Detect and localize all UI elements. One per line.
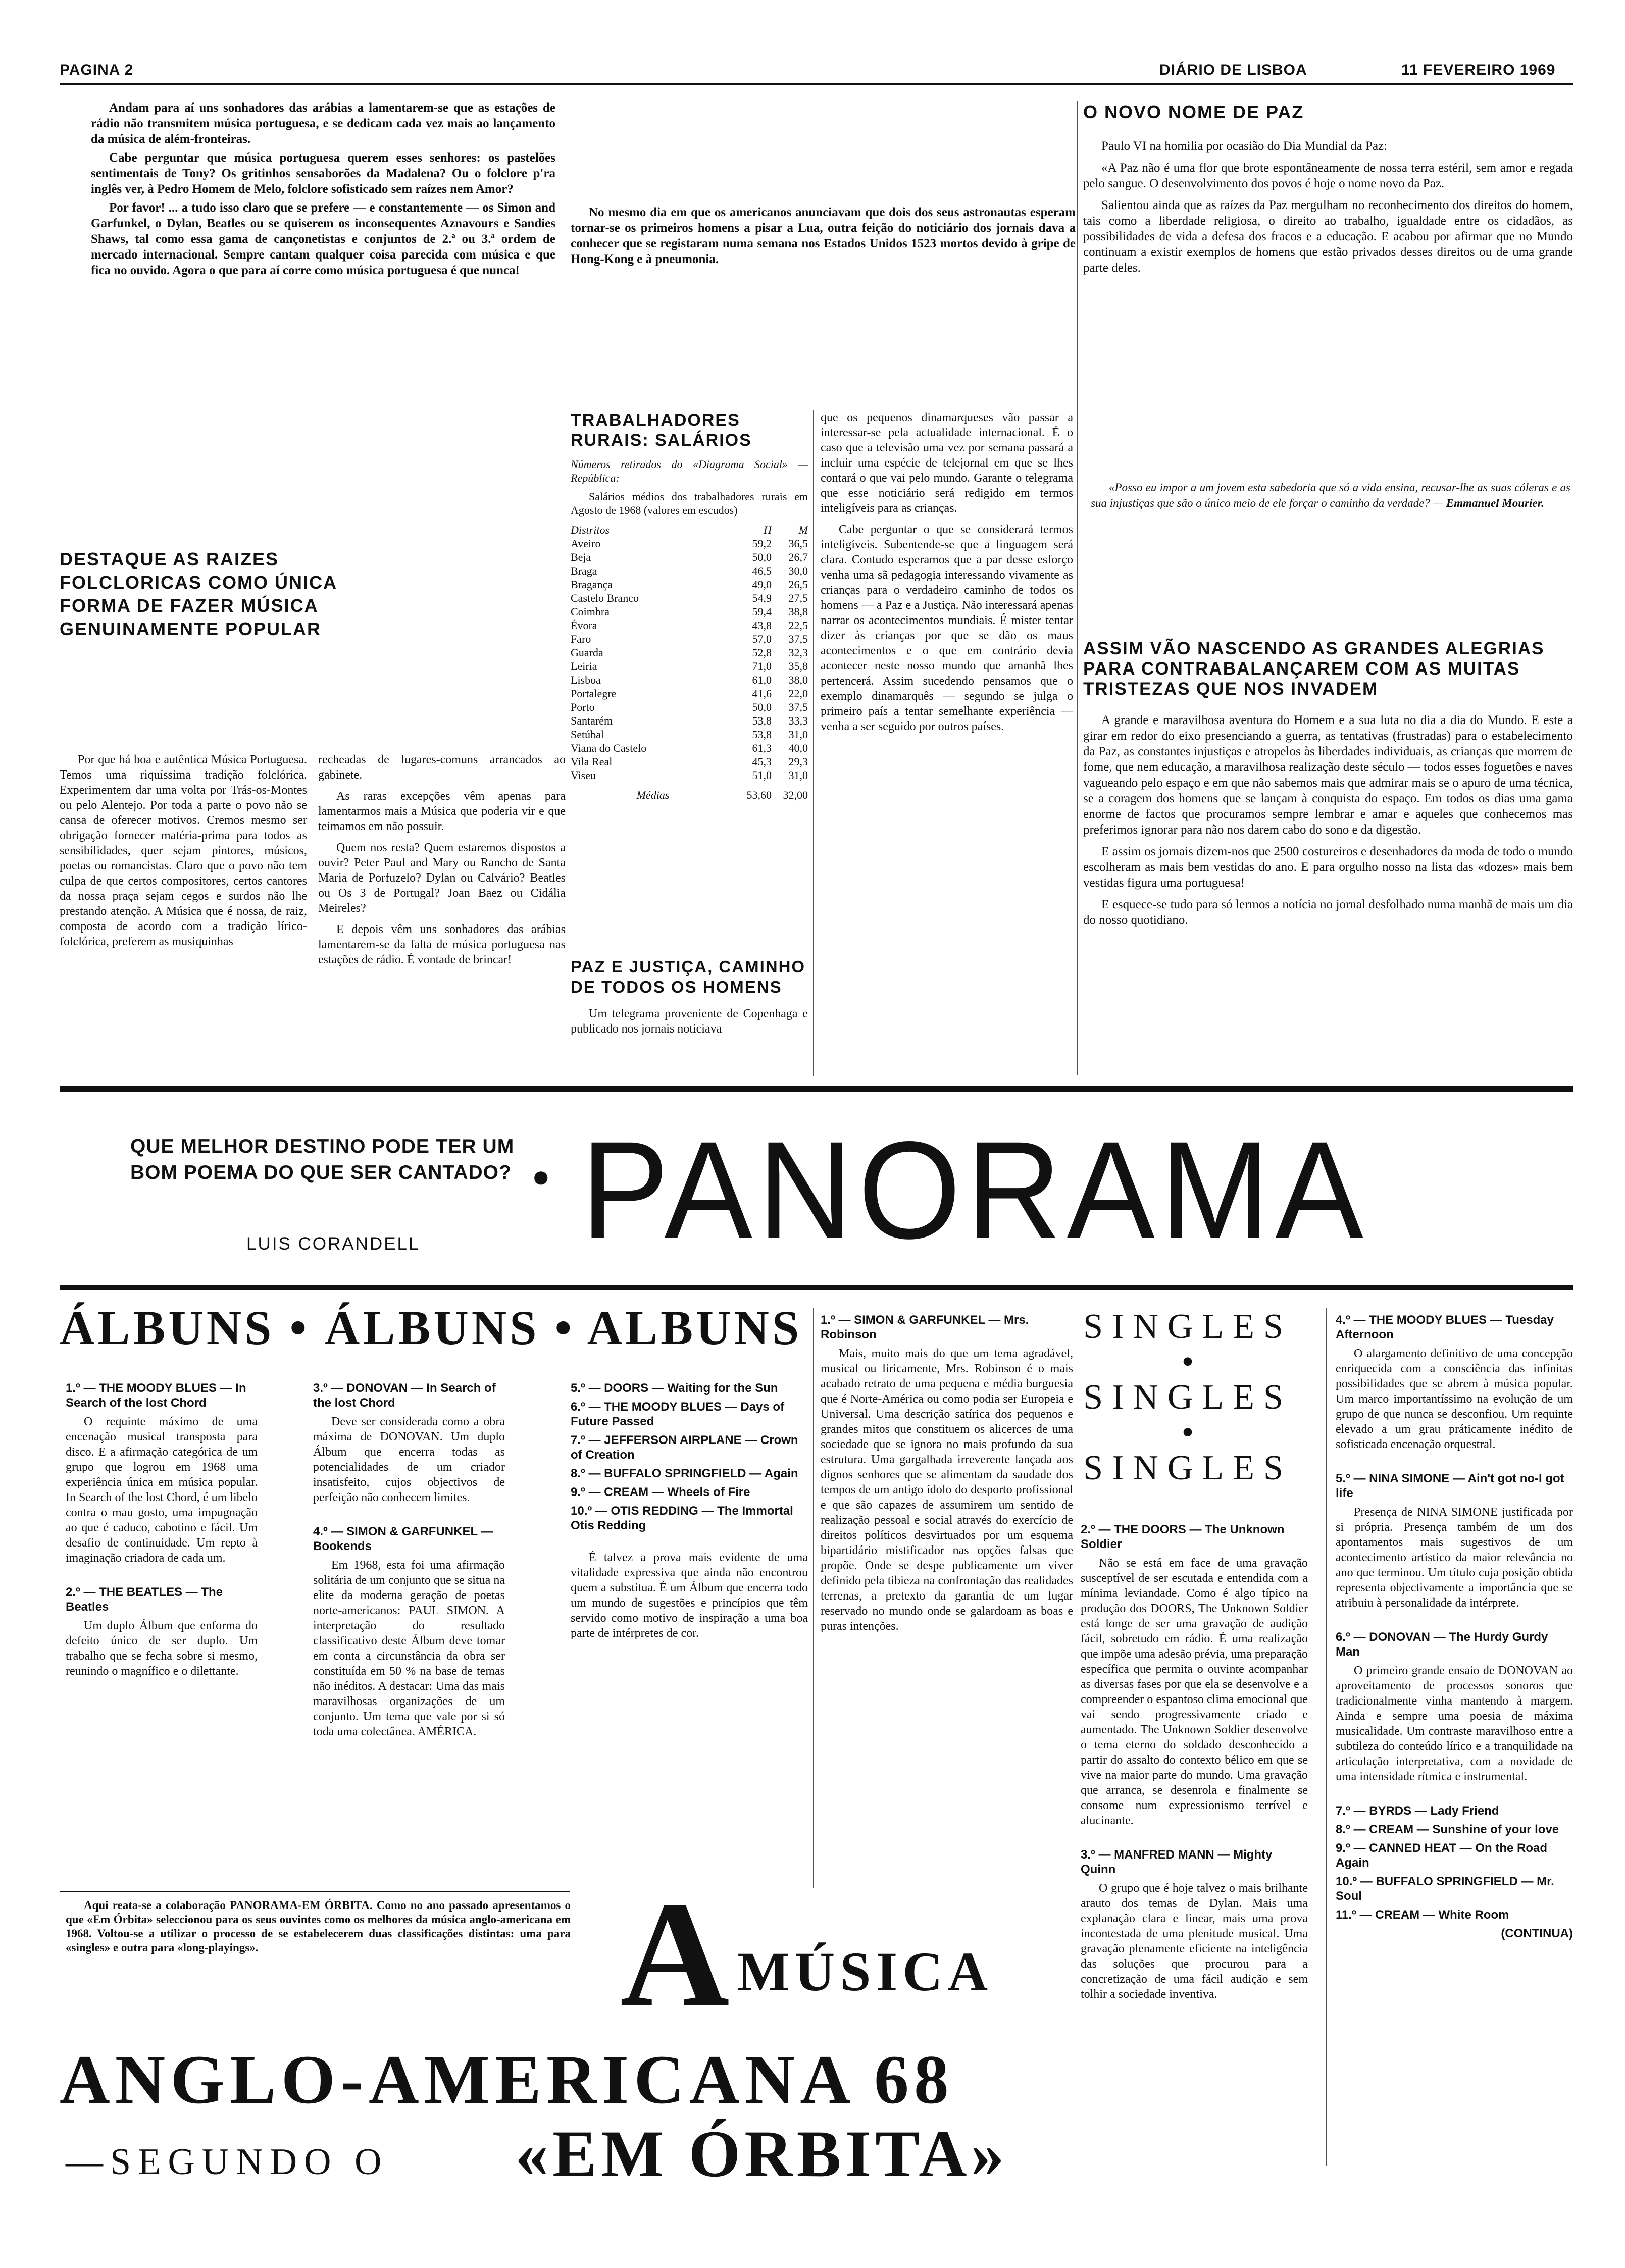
cell: 38,0 [788,674,808,686]
album-title: 7.º — JEFFERSON AIRPLANE — Crown of Creation [571,1433,798,1462]
cell: 61,3 [752,742,772,754]
cell: 49,0 [752,578,772,591]
cell: Beja [571,551,591,563]
albums-col-1 [66,1381,258,1685]
lead-column [91,100,555,281]
destaque-paragraph: recheadas de lugares-comuns arrancados ao gabinete. [318,753,566,782]
destaque-col-b [318,752,566,973]
panorama-top-rule [60,1086,1573,1092]
cell: 50,0 [752,551,772,563]
album-text: Um duplo Álbum que enforma do defeito único de ser duplo. Um trabalho que se fecha sobre si mesmo, reunindo o magnífico e o dilettante. [66,1619,258,1678]
cell: Portalegre [571,687,617,700]
cell: Braga [571,564,597,577]
destaque-title: DESTAQUE AS RAIZES FOLCLORICAS COMO ÚNICA FORMA DE FAZER MÚSICA GENUINAMENTE POPULAR [60,549,337,639]
album-title: 3.º — DONOVAN — In Search of the lost Chord [313,1381,496,1410]
cell: 54,9 [752,592,772,604]
mourier-author: Emmanuel Mourier. [1446,497,1545,509]
cell: 52,8 [752,646,772,659]
single-title: 8.º — CREAM — Sunshine of your love [1336,1823,1559,1836]
table-row [571,768,808,782]
cell: 37,5 [788,633,808,645]
cell: 29,3 [788,755,808,768]
single-text: O grupo que é hoje talvez o mais brilhante arauto dos temas de Dylan. Mais uma explanação clara e linear, mais uma prova incontestada de uma plenitude musical. Uma gravação plenamente eficiente na inteligência das soluções que procurou para a concretização de uma fácil audição e sem tolhir a sociedade inventiva. [1081,1882,1308,2001]
albums-col-3 [571,1381,808,1647]
cell: 31,0 [788,728,808,741]
singles-col-3 [1336,1313,1573,1945]
table-row [571,741,808,755]
table-header-row [571,523,808,537]
cell: 41,6 [752,687,772,700]
singles-col-2 [1081,1522,1308,2008]
cell: Vila Real [571,755,613,768]
panorama-bullet: • [531,1147,551,1209]
big-segundo: —SEGUNDO O [66,2141,389,2183]
astronauts-text: No mesmo dia em que os americanos anunciavam que dois dos seus astronautas esperam tornar-se os primeiros homens a pisar a Lua, outra feição do noticiário dos jornais dava a conhecer que se registaram numa semana nos Estados Unidos 1523 mortos devido à gripe de Hong-Kong e à pneumonia. [571,205,1076,266]
single-text: O primeiro grande ensaio de DONOVAN ao aproveitamento de processos sonoros que tradicionalmente vinha mantendo à margem. Ainda e sempre uma poesia de máxima musicalidade. Um contraste maravilhoso entre a subtileza do conteúdo lírico e a tranquilidade na articulação interpretativa, com a novidade de uma intensidade rítmica e instrumental. [1336,1664,1573,1783]
cell: 22,5 [788,619,808,632]
cell: 46,5 [752,564,772,577]
single-text: Não se está em face de uma gravação susceptível de ser escutada e entendida com a mínima leviandade. Como é algo típico na produção dos DOORS, The Unknown Soldier está longe de ser uma gravação de audição fácil, sobretudo em rádio. É uma realização que impõe uma adesão prévia, uma preparação específica que permita o ouvinte acompanhar as diversas fases por que ela se desenvolve e a compreender o espantoso clima emocional que vai sendo progressivamente criado e aumentado. The Unknown Soldier desenvolve o tema eterno do soldado desconhecido a partir do assalto do contexto bélico em que se vive na maior parte do mundo. Uma gravação que arranca, se desenrola e finalmente se consome num expressionismo terrível e alucinante. [1081,1557,1308,1827]
destaque-col-a [60,752,307,955]
singles-word: SINGLES [1083,1449,1292,1487]
table-average-row [571,782,808,802]
single-title: 1.º — SIMON & GARFUNKEL — Mrs. Robinson [821,1313,1029,1342]
novo-nome-paragraph: Paulo VI na homilia por ocasião do Dia Mundial da Paz: [1101,139,1388,153]
paz-paragraph: Cabe perguntar o que se considerará termos inteligíveis. Subentende-se que a linguagem será clara. Contudo esperamos que a par desse esforço venha uma sã pedagogia interessando vivamente as crianças para o verdadeiro caminho de todos os homens — a Paz e a Justiça. Não interessará apenas narrar os acontecimentos mundiais. É mister tentar dizer às crianças por que se dão os maus acontecimentos e o que em contrário devia acontecer neste nosso mundo que amanhã lhes pertencerá. Assim sucedendo pensamos que o exemplo dinamarquês — segundo se julga o primeiro país a tentar semelhante experiência — venha a ser seguido por outros países. [821,523,1073,733]
cell: Porto [571,701,595,713]
table-row [571,550,808,564]
panorama-byline: LUIS CORANDELL [246,1234,420,1254]
single-title: 2.º — THE DOORS — The Unknown Soldier [1081,1523,1285,1551]
newspaper-name: DIÁRIO DE LISBOA [1159,62,1307,78]
cell: 57,0 [752,633,772,645]
cell: 50,0 [752,701,772,713]
cell: 40,0 [788,742,808,754]
salarios-source: Números retirados do «Diagrama Social» — República: [571,458,808,484]
header-rule [60,83,1573,85]
table-row [571,714,808,728]
lead-paragraph: Por favor! ... a tudo isso claro que se prefere — e constantemente — os Simon and Garfunkel, o Dylan, Beatles ou se quiserem os inconsequentes Aznavours e Sandies Shaws, tal como essa gama de cançonetistas e conjuntos de 2.ª ou 3.ª ordem de mercado internacional. Sempre cantam qualquer coisa parecida com música e que fica no ouvido. Agora o que para aí corre como música portuguesa é que nunca! [91,201,555,277]
cell: 43,8 [752,619,772,632]
table-row [571,659,808,673]
big-orbita: «EM ÓRBITA» [515,2117,1008,2191]
table-row [571,618,808,632]
cell: 61,0 [752,674,772,686]
paz-title: PAZ E JUSTIÇA, CAMINHO DE TODOS OS HOMENS [571,957,806,996]
issue-date: 11 FEVEREIRO 1969 [1401,62,1556,78]
single-title: 10.º — BUFFALO SPRINGFIELD — Mr. Soul [1336,1875,1554,1903]
cell: Guarda [571,646,603,659]
salarios-title: TRABALHADORES RURAIS: SALÁRIOS [571,410,752,450]
novo-nome-quote: «A Paz não é uma flor que brote espontâneamente de nossa terra estéril, sem amor e regada pelo sangue. O desenvolvimento dos povos é hoje o nome novo da Paz. [1083,161,1573,190]
column-rule [813,410,814,1076]
novo-nome-paragraph: Salientou ainda que as raízes da Paz mergulham no reconhecimento dos direitos do homem, tais como a liberdade religiosa, o direito ao trabalho, igualdade entre os cidadãos, as possibilidades de vida a defesa dos fracos e a educação. E acabou por afirmar que no Mundo continuam a existir exemplos de homens que estão privados desses direitos ou de uma grande parte deles. [1083,198,1573,275]
cell: 37,5 [788,701,808,713]
single-title: 3.º — MANFRED MANN — Mighty Quinn [1081,1848,1273,1876]
paz-paragraph: que os pequenos dinamarqueses vão passar a interessar-se pela actualidade internacional. É o caso que a televisão uma vez por semana passará a incluir uma espécie de telejornal em que se lhes contará o que vai pelo mundo. Garante o telegrama que esse noticiário será redigido em termos inteligíveis para as crianças. [821,411,1073,515]
mourier-quote [1091,480,1570,516]
singles-dot: • [1181,1343,1194,1381]
singles-word: SINGLES [1083,1378,1292,1417]
cell: Faro [571,633,591,645]
cell: 32,3 [788,646,808,659]
average-label: Médias [636,789,670,801]
assim-paragraph: E esquece-se tudo para só lermos a notícia no jornal desfolhado numa manhã de mais um dia do nosso quotidiano. [1083,898,1573,927]
albuns-banner: ÁLBUNS • ÁLBUNS • ALBUNS [60,1301,802,1355]
single-title: 9.º — CANNED HEAT — On the Road Again [1336,1841,1548,1870]
cell: Santarém [571,714,613,727]
album-title: 8.º — BUFFALO SPRINGFIELD — Again [571,1467,798,1480]
single-text: O alargamento definitivo de uma concepção enriquecida com a consciência das infinitas possibilidades que se abrem à música popular. Um marco importantíssimo na evolução de um grupo de que nunca se desconfiou. Um requinte elevado a um grau práticamente inédito de sofisticada encenação orquestral. [1336,1347,1573,1451]
panorama-bottom-rule [60,1285,1573,1290]
cell: Viseu [571,769,596,782]
orbita-note [66,1898,571,1958]
cell: 59,2 [752,537,772,550]
album-text: Deve ser considerada como a obra máxima de DONOVAN. Um duplo Álbum que encerra todas as potencialidades de um criador insatisfeito, cujos objectivos de perfeição não conhecem limites. [313,1415,505,1504]
album-title: 5.º — DOORS — Waiting for the Sun [571,1381,778,1395]
cell: 71,0 [752,660,772,673]
cell: 33,3 [788,714,808,727]
column-rule [813,1308,814,1888]
singles-col-1 [821,1313,1073,1640]
cell: Coimbra [571,605,610,618]
column-header: H [764,524,772,536]
album-title: 1.º — THE MOODY BLUES — In Search of the lost Chord [66,1381,246,1410]
singles-word: SINGLES [1083,1307,1292,1346]
assim-article [1083,639,1573,934]
cell: Aveiro [571,537,601,550]
panorama-title: PANORAMA [581,1112,1369,1268]
destaque-paragraph: E depois vêm uns sonhadores das arábias lamentarem-se da falta de música portuguesa nas estações de rádio. É vontade de brincar! [318,923,566,966]
mourier-quote-text: «Posso eu impor a um jovem esta sabedoria que só a vida ensina, recusar-lhe as suas cóleras e as sua injustiças que são o único meio de ele forçar o caminho da verdade? — [1091,481,1570,509]
table-row [571,632,808,646]
assim-title: ASSIM VÃO NASCENDO AS GRANDES ALEGRIAS PARA CONTRABALANÇAREM COM AS MUITAS TRISTEZAS QUE NOS INVADEM [1083,639,1545,699]
lead-paragraph: Andam para aí uns sonhadores das arábias a lamentarem-se que as estações de rádio não transmitem música portuguesa, e se dedicam cada vez mais ao lançamento da música de além-fronteiras. [91,101,555,146]
album-title: 10.º — OTIS REDDING — The Immortal Otis Redding [571,1504,793,1532]
column-header: M [798,524,808,536]
table-row [571,700,808,714]
album-title: 2.º — THE BEATLES — The Beatles [66,1585,223,1614]
paz-column-2 [821,410,1073,740]
big-a: A [620,1870,730,2038]
table-row [571,605,808,618]
table-row [571,537,808,550]
average-m: 32,00 [783,789,808,801]
destaque-paragraph: Quem nos resta? Quem estaremos dispostos a ouvir? Peter Paul and Mary ou Rancho de Santa Maria de Porfuzelo? Dylan ou Calvário? Beatles ou Os 3 de Portugal? Joan Baez ou Cidália Meireles? [318,841,566,915]
cell: Viana do Castelo [571,742,647,754]
page-number: PAGINA 2 [60,62,134,78]
big-anglo: ANGLO-AMERICANA 68 [60,2041,954,2118]
salarios-article [571,410,808,802]
single-title: 7.º — BYRDS — Lady Friend [1336,1804,1499,1818]
cell: 38,8 [788,605,808,618]
destaque-paragraph: Por que há boa e autêntica Música Portuguesa. Temos uma riquíssima tradição folclórica. Experimentem dar uma volta por Trás-os-Montes ou pelo Alentejo. Por toda a parte o povo não se cansa de oferecer motivos. Cremos mesmo ser obrigação fornecer matéria-prima para todos as sensibilidades, quer sejam pintores, músicos, poetas ou romancistas. Claro que o povo não tem culpa de que certos compositores, certos cantores da nossa praça sejam cegos e surdos não lhe prestando atenção. A Música que é nossa, de raiz, composta de acordo com a tradição lírico-folclórica, preferem as musiquinhas [60,753,307,948]
cell: Castelo Branco [571,592,639,604]
single-text: Mais, muito mais do que um tema agradável, musical ou liricamente, Mrs. Robinson é o mais acabado retrato de uma pequena e média burguesia que é Norte-América ou como podia ser Europeia e Universal. Uma descrição satírica dos pequenos e grandes mitos que constituem os alicerces de uma sociedade que se ignora no mais profundo da sua estrutura. Uma gargalhada irreverente lançada aos dignos senhores que se alimentam da saudade dos tempos de um antigo ídolo do desporto profissional e que são capazes de assumirem um sentido de realização pessoal e social através do exercício de direitos políticos desvirtuados por um esquema bipartidário mistificador nas opções falsas que propõe. Onde se despe publicamente um viver definido pela tibieza na confrontação das realidades terrenas, a pretexto da garantia de um lugar reservado no mundo onde se galardoam as boas e puras intenções. [821,1347,1073,1633]
single-title: 11.º — CREAM — White Room [1336,1908,1509,1922]
novo-nome-title: O NOVO NOME DE PAZ [1083,101,1304,122]
paz-paragraph: Um telegrama proveniente de Copenhaga e publicado nos jornais noticiava [571,1007,808,1036]
table-row [571,728,808,741]
albums-col-2 [313,1381,505,1745]
single-title: 6.º — DONOVAN — The Hurdy Gurdy Man [1336,1630,1548,1659]
album-title: 6.º — THE MOODY BLUES — Days of Future Passed [571,1400,785,1428]
assim-paragraph: A grande e maravilhosa aventura do Homem e a sua luta no dia a dia do Mundo. E este a girar em redor do eixo presenciando a guerra, as tentativas (frustradas) para o estabelecimento da Paz, as constantes injustiças e atropelos às liberdades individuais, as crianças que morrem de fome, que nem educação, a maravilhosa realização deste século — todos esses foguetões e naves vagueando pelo espaço e em que não sabemos mais que admirar mais se o apuro de uma técnica, se a coragem dos homens que se lançam à conquista do espaço. Em todos os dias uma gama enorme de factos que procuramos sempre lembrar e amar e aqueles que conhecemos mas preferimos ignorar para não nos darem cabo do sono e da digestão. [1083,713,1573,837]
cell: 30,0 [788,564,808,577]
cell: 59,4 [752,605,772,618]
paz-article [571,957,808,1043]
album-text: É talvez a prova mais evidente de uma vitalidade expressiva que ainda não encontrou quem a substitua. É um Álbum que encerra todo um mundo de sugestões e princípios que têm servido como motivo de inspiração a uma boa parte de intérpretes de cor. [571,1551,808,1640]
album-text: O requinte máximo de uma encenação musical transposta para disco. E a afirmação categórica de um grupo que logrou em 1968 uma experiência única em música popular. In Search of the lost Chord, é um libelo contra o mau gosto, uma impugnação ao que é caduco, cabotino e fácil. Um desafio de continuidade. Um repto à imaginação criadora de cada um. [66,1415,258,1565]
table-row [571,564,808,578]
destaque-article [60,548,565,641]
novo-nome-article [1083,101,1573,282]
cell: 53,8 [752,714,772,727]
cell: Leiria [571,660,597,673]
cell: Bragança [571,578,613,591]
singles-dot: • [1181,1413,1194,1452]
cell: 26,5 [788,578,808,591]
orbita-rule [60,1891,570,1892]
average-h: 53,60 [746,789,772,801]
column-header: Distritos [571,524,610,536]
cell: 26,7 [788,551,808,563]
table-row [571,646,808,659]
mourier-text [1091,480,1570,511]
table-row [571,687,808,700]
single-text: Presença de NINA SIMONE justificada por si própria. Presença também de um dos apontamentos mais sugestivos de um acontecimento artístico da maior relevância no ano que terminou. Um título cuja posição obtida representa objectivamente a importância que se atribuiu à personalidade da intérprete. [1336,1506,1573,1610]
cell: 45,3 [752,755,772,768]
singles-banner [1077,1308,1299,1487]
astronauts-note [571,204,1076,270]
column-rule [1077,101,1078,1075]
column-rule [1326,1308,1327,2166]
salarios-intro: Salários médios dos trabalhadores rurais em Agosto de 1968 (valores em escudos) [571,490,808,517]
cell: 27,5 [788,592,808,604]
cell: 22,0 [788,687,808,700]
table-row [571,591,808,605]
cell: 35,8 [788,660,808,673]
cell: 51,0 [752,769,772,782]
table-row [571,578,808,591]
panorama-question: QUE MELHOR DESTINO PODE TER UM BOM POEMA DO QUE SER CANTADO? [130,1136,515,1183]
cell: 31,0 [788,769,808,782]
destaque-paragraph: As raras excepções vêm apenas para lamentarmos mais a Música que poderia vir e que teimamos em não possuir. [318,790,566,833]
big-musica: MÚSICA [737,1941,993,2002]
salarios-table [571,523,808,802]
cell: Setúbal [571,728,604,741]
album-title: 9.º — CREAM — Wheels of Fire [571,1485,750,1499]
cell: Évora [571,619,597,632]
cell: Lisboa [571,674,601,686]
assim-paragraph: E assim os jornais dizem-nos que 2500 costureiros e desenhadores da moda de todo o mundo escolheram as mais bem vestidas do ano. E para orgulho nosso na lista das «dozes» mais bem vestidas figura uma portuguesa! [1083,845,1573,890]
single-title: 4.º — THE MOODY BLUES — Tuesday Afternoon [1336,1313,1554,1342]
cell: 53,8 [752,728,772,741]
table-row [571,755,808,768]
continua-label: (CONTINUA) [1501,1927,1573,1940]
single-title: 5.º — NINA SIMONE — Ain't got no-I got life [1336,1472,1564,1500]
lead-paragraph: Cabe perguntar que música portuguesa querem esses senhores: os pastelões sentimentais de Tony? Os gritinhos sensaborões da Madalena? Ou o folclore p'ra inglês ver, à Pedro Homem de Melo, folclore sofisticado sem raízes nem Amor? [91,151,555,196]
album-text: Em 1968, esta foi uma afirmação solitária de um conjunto que se situa na elite da moderna geração de poetas norte-americanos: PAUL SIMON. A interpretação do resultado classificativo deste Álbum deve tomar em conta a circunstância da obra ser constituída em 50 % na base de temas não inéditos. A destacar: Uma das mais maravilhosas organizações de um conjunto. Um tema que vale por si só toda uma colectânea. AMÉRICA. [313,1559,505,1738]
cell: 36,5 [788,537,808,550]
table-row [571,673,808,687]
orbita-text: Aqui reata-se a colaboração PANORAMA-EM ÓRBITA. Como no ano passado apresentamos o que «Em Órbita» seleccionou para os seus ouvintes como os melhores da música anglo-americana em 1968. Voltou-se a utilizar o processo de se estabelecerem duas classificações distintas: uma para «singles» e outra para «long-playings». [66,1899,571,1954]
album-title: 4.º — SIMON & GARFUNKEL — Bookends [313,1525,493,1553]
